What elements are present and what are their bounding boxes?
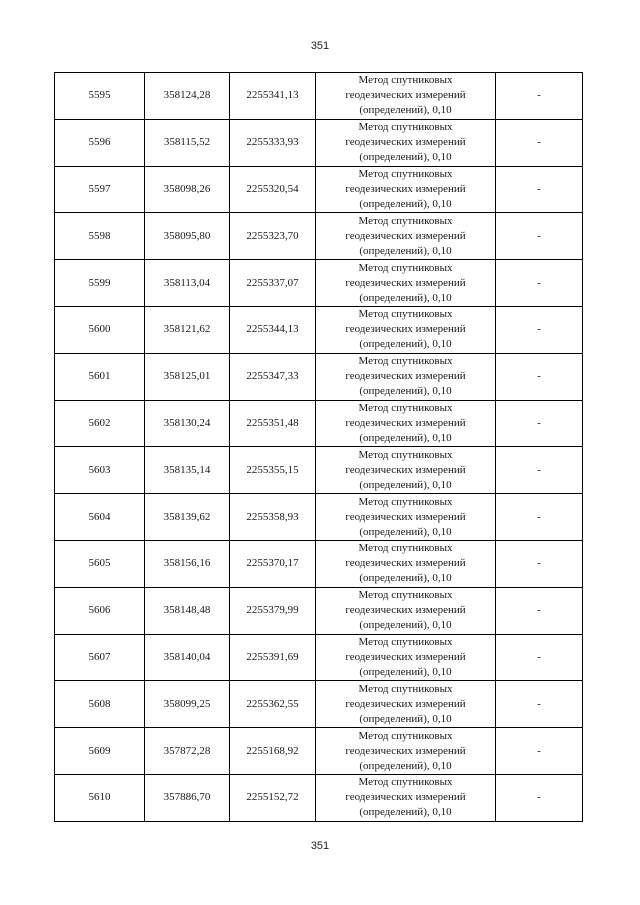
y-coordinate-cell: 2255152,72 [230,774,316,821]
x-coordinate-cell: 358115,52 [145,119,230,166]
method-line: Метод спутниковых [358,682,453,695]
y-coordinate-cell: 2255341,13 [230,73,316,120]
point-number-cell: 5604 [55,494,145,541]
x-coordinate-cell: 358156,16 [145,540,230,587]
method-line: геодезических измерений [345,557,466,570]
table-row [55,494,583,541]
method-line: Метод спутниковых [358,308,453,321]
method-cell [316,260,496,307]
table-row [55,353,583,400]
point-number-cell: 5597 [55,166,145,213]
x-coordinate-cell: 357872,28 [145,728,230,775]
method-line: Метод спутниковых [358,729,453,742]
table-row [55,213,583,260]
coordinates-table-body [55,73,583,822]
y-coordinate-cell: 2255347,33 [230,353,316,400]
x-coordinate-cell: 357886,70 [145,774,230,821]
x-coordinate-cell: 358099,25 [145,681,230,728]
table-row [55,166,583,213]
note-cell: - [496,213,583,260]
note-cell: - [496,73,583,120]
point-number-cell: 5609 [55,728,145,775]
page-number-top: 351 [310,40,330,52]
y-coordinate-cell: 2255362,55 [230,681,316,728]
point-number-cell: 5596 [55,119,145,166]
method-line: (определений), 0,10 [359,759,452,772]
method-line: (определений), 0,10 [359,431,452,444]
point-number-cell: 5607 [55,634,145,681]
y-coordinate-cell: 2255337,07 [230,260,316,307]
method-cell [316,447,496,494]
table-row [55,306,583,353]
method-line: геодезических измерений [345,463,466,476]
method-line: (определений), 0,10 [359,151,452,164]
method-line: Метод спутниковых [358,542,453,555]
note-cell: - [496,540,583,587]
note-cell: - [496,260,583,307]
method-line: геодезических измерений [345,650,466,663]
point-number-cell: 5603 [55,447,145,494]
method-line: Метод спутниковых [358,401,453,414]
table-row [55,400,583,447]
method-line: геодезических измерений [345,323,466,336]
point-number-cell: 5598 [55,213,145,260]
note-cell: - [496,306,583,353]
point-number-cell: 5608 [55,681,145,728]
method-line: Метод спутниковых [358,355,453,368]
method-line: Метод спутниковых [358,167,453,180]
table-row [55,447,583,494]
method-line: (определений), 0,10 [359,525,452,538]
table-row [55,587,583,634]
table-row [55,774,583,821]
method-line: геодезических измерений [345,416,466,429]
method-cell [316,728,496,775]
y-coordinate-cell: 2255358,93 [230,494,316,541]
note-cell: - [496,774,583,821]
table-row [55,73,583,120]
method-line: геодезических измерений [345,370,466,383]
method-line: Метод спутниковых [358,121,453,134]
method-line: геодезических измерений [345,744,466,757]
y-coordinate-cell: 2255370,17 [230,540,316,587]
table-row [55,119,583,166]
x-coordinate-cell: 358121,62 [145,306,230,353]
method-line: (определений), 0,10 [359,197,452,210]
method-cell [316,306,496,353]
note-cell: - [496,494,583,541]
note-cell: - [496,587,583,634]
method-line: (определений), 0,10 [359,712,452,725]
x-coordinate-cell: 358140,04 [145,634,230,681]
method-line: (определений), 0,10 [359,619,452,632]
method-line: (определений), 0,10 [359,478,452,491]
method-line: (определений), 0,10 [359,338,452,351]
y-coordinate-cell: 2255391,69 [230,634,316,681]
note-cell: - [496,353,583,400]
table-row [55,728,583,775]
method-line: Метод спутниковых [358,589,453,602]
x-coordinate-cell: 358125,01 [145,353,230,400]
x-coordinate-cell: 358113,04 [145,260,230,307]
y-coordinate-cell: 2255351,48 [230,400,316,447]
method-line: (определений), 0,10 [359,104,452,117]
method-line: (определений), 0,10 [359,665,452,678]
y-coordinate-cell: 2255333,93 [230,119,316,166]
x-coordinate-cell: 358148,48 [145,587,230,634]
method-cell [316,774,496,821]
point-number-cell: 5600 [55,306,145,353]
method-cell [316,587,496,634]
method-cell [316,73,496,120]
method-cell [316,494,496,541]
point-number-cell: 5595 [55,73,145,120]
method-cell [316,634,496,681]
method-line: (определений), 0,10 [359,385,452,398]
method-line: геодезических измерений [345,229,466,242]
method-cell [316,213,496,260]
method-line: Метод спутниковых [358,635,453,648]
table-row [55,634,583,681]
method-cell [316,166,496,213]
point-number-cell: 5602 [55,400,145,447]
method-line: геодезических измерений [345,510,466,523]
method-line: Метод спутниковых [358,261,453,274]
table-row [55,540,583,587]
note-cell: - [496,119,583,166]
method-line: Метод спутниковых [358,448,453,461]
y-coordinate-cell: 2255323,70 [230,213,316,260]
method-line: Метод спутниковых [358,214,453,227]
note-cell: - [496,728,583,775]
table-row [55,260,583,307]
method-line: (определений), 0,10 [359,806,452,819]
note-cell: - [496,634,583,681]
method-cell [316,681,496,728]
y-coordinate-cell: 2255379,99 [230,587,316,634]
point-number-cell: 5606 [55,587,145,634]
point-number-cell: 5599 [55,260,145,307]
method-line: геодезических измерений [345,89,466,102]
method-line: геодезических измерений [345,697,466,710]
coordinates-table [54,72,583,822]
point-number-cell: 5610 [55,774,145,821]
method-cell [316,540,496,587]
x-coordinate-cell: 358139,62 [145,494,230,541]
note-cell: - [496,681,583,728]
method-line: Метод спутниковых [358,776,453,789]
x-coordinate-cell: 358130,24 [145,400,230,447]
point-number-cell: 5605 [55,540,145,587]
point-number-cell: 5601 [55,353,145,400]
method-line: (определений), 0,10 [359,291,452,304]
method-line: (определений), 0,10 [359,244,452,257]
page-number-bottom: 351 [310,840,330,852]
y-coordinate-cell: 2255355,15 [230,447,316,494]
method-line: геодезических измерений [345,182,466,195]
note-cell: - [496,166,583,213]
note-cell: - [496,400,583,447]
y-coordinate-cell: 2255168,92 [230,728,316,775]
method-line: геодезических измерений [345,791,466,804]
method-cell [316,119,496,166]
y-coordinate-cell: 2255344,13 [230,306,316,353]
x-coordinate-cell: 358098,26 [145,166,230,213]
table-row [55,681,583,728]
method-cell [316,353,496,400]
y-coordinate-cell: 2255320,54 [230,166,316,213]
method-line: геодезических измерений [345,604,466,617]
x-coordinate-cell: 358095,80 [145,213,230,260]
method-line: (определений), 0,10 [359,572,452,585]
note-cell: - [496,447,583,494]
method-cell [316,400,496,447]
method-line: Метод спутниковых [358,495,453,508]
method-line: геодезических измерений [345,136,466,149]
method-line: Метод спутниковых [358,74,453,87]
x-coordinate-cell: 358135,14 [145,447,230,494]
method-line: геодезических измерений [345,276,466,289]
x-coordinate-cell: 358124,28 [145,73,230,120]
